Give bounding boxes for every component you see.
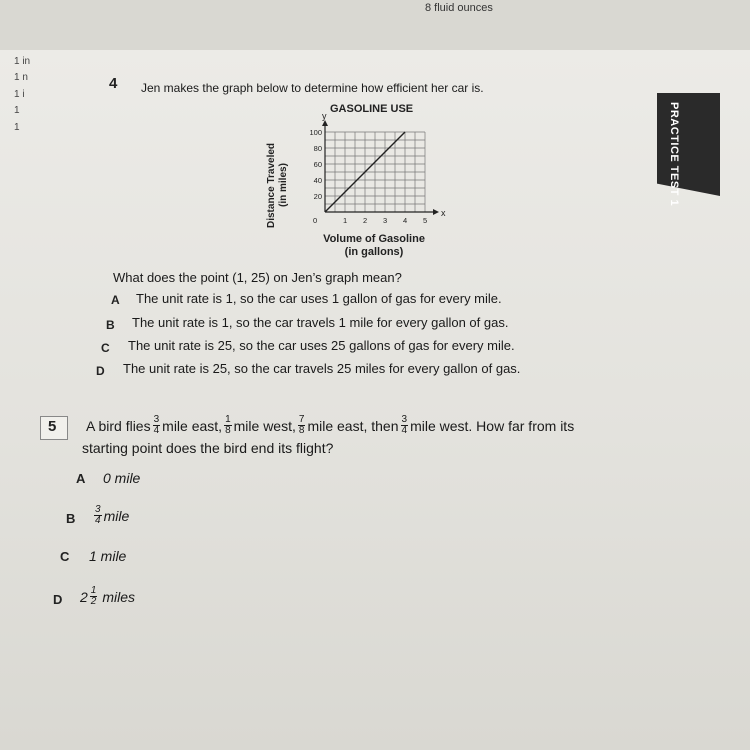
y-tick-label: 20	[313, 192, 322, 201]
unit: miles	[102, 588, 136, 605]
choice-text: The unit rate is 1, so the car travels 1 mile for every gallon of gas.	[132, 315, 509, 330]
choice-letter: A	[111, 293, 120, 307]
choice-letter: C	[60, 549, 70, 564]
fraction	[401, 415, 409, 436]
q5-text: A bird flies	[86, 417, 151, 434]
margin-number: 1	[14, 122, 20, 133]
top-text: 8 fluid ounces	[425, 2, 493, 14]
margin-number: 1 in	[14, 56, 31, 67]
fraction	[94, 505, 102, 526]
x-tick-label: 0	[313, 216, 318, 225]
choice-text: 1 mile	[89, 548, 127, 564]
chart-y-axis-label: Distance Traveled (in miles)	[266, 142, 289, 228]
fraction	[298, 415, 306, 436]
numerator: 1	[90, 585, 97, 596]
choice-letter: A	[76, 471, 86, 486]
question-4-prompt: Jen makes the graph below to determine how efficient her car is.	[141, 81, 484, 95]
denominator: 2	[90, 596, 97, 607]
denominator: 4	[401, 425, 408, 436]
q5-text: mile west. How far from its	[410, 417, 575, 434]
question-5-number: 5	[48, 418, 57, 435]
numerator: 3	[95, 504, 101, 515]
x-tick-label: 4	[403, 216, 408, 225]
numerator: 1	[225, 414, 231, 425]
numerator: 7	[298, 414, 305, 425]
choice-letter: B	[66, 511, 76, 526]
choice-text: The unit rate is 25, so the car travels 25 miles for every gallon of gas.	[123, 361, 521, 376]
chart-title: GASOLINE USE	[330, 103, 414, 115]
fraction	[90, 586, 98, 607]
question-4-number: 4	[109, 75, 118, 92]
choice-letter: D	[53, 592, 63, 607]
x-tick-label: 5	[423, 216, 428, 225]
q5-text: mile east, then	[307, 417, 399, 434]
choice-letter: D	[96, 364, 105, 378]
question-4-text: What does the point (1, 25) on Jen’s graph mean?	[113, 270, 402, 285]
choice-letter: B	[106, 318, 115, 332]
y-tick-label: 40	[313, 176, 322, 185]
q5-text: mile east,	[162, 417, 223, 434]
choice-text: The unit rate is 25, so the car uses 25 gallons of gas for every mile.	[128, 338, 515, 353]
choice-letter: C	[101, 341, 110, 355]
choice-text: 0 mile	[103, 470, 141, 486]
margin-number: 1 n	[14, 72, 28, 83]
margin-number: 1 i	[14, 89, 25, 100]
x-axis-letter: x	[441, 208, 446, 218]
y-tick-label: 80	[313, 144, 322, 153]
fraction	[153, 415, 161, 436]
y-tick-label: 100	[309, 128, 322, 137]
gasoline-use-chart	[290, 112, 460, 237]
denominator: 8	[298, 425, 305, 436]
x-axis-arrow	[433, 209, 439, 215]
practice-test-tab-label: PRACTICE TEST 1	[668, 102, 680, 207]
choice-text	[92, 505, 129, 526]
margin-number: 1	[14, 105, 20, 116]
unit: mile	[103, 507, 130, 524]
q5-text: mile west,	[233, 417, 296, 434]
x-tick-label: 1	[343, 216, 348, 225]
numerator: 3	[401, 414, 408, 425]
y-axis-letter: y	[322, 112, 327, 121]
fraction	[224, 415, 232, 436]
denominator: 4	[153, 425, 160, 436]
numerator: 3	[153, 414, 160, 425]
question-5-line-2: starting point does the bird end its flight?	[82, 440, 334, 456]
question-5-line-1	[86, 415, 574, 436]
x-tick-label: 2	[363, 216, 368, 225]
choice-text: The unit rate is 1, so the car uses 1 gallon of gas for every mile.	[136, 291, 502, 306]
choice-text	[80, 586, 135, 607]
practice-test-tab	[657, 93, 720, 196]
top-strip	[0, 0, 750, 50]
y-tick-label: 60	[313, 160, 322, 169]
denominator: 8	[225, 425, 231, 436]
chart-x-axis-label: Volume of Gasoline (in gallons)	[323, 233, 425, 258]
denominator: 4	[95, 515, 101, 526]
whole-number: 2	[80, 588, 88, 605]
x-tick-label: 3	[383, 216, 388, 225]
